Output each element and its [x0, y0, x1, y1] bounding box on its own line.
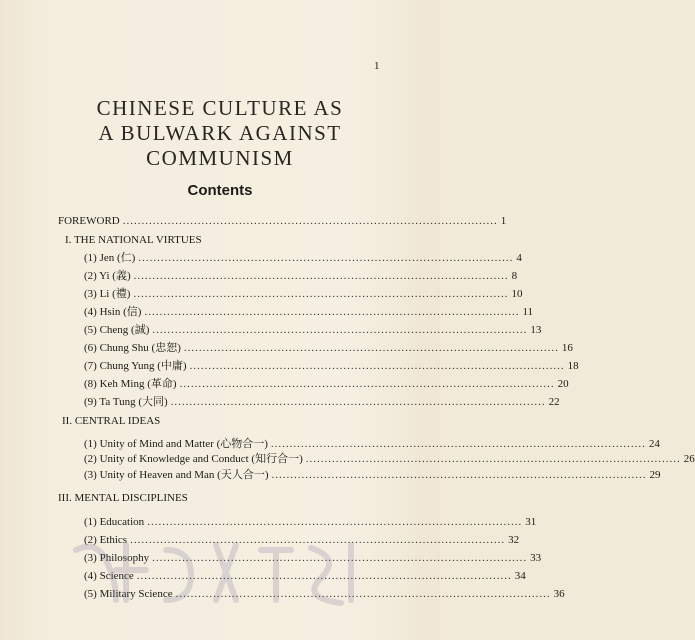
dot-leader: .................................................................................................... [138, 252, 514, 264]
dot-leader: .................................................................................................... [136, 570, 512, 582]
toc-entry-label: (2) Unity of Knowledge and Conduct (知行合一) [84, 453, 303, 465]
toc-entry [84, 452, 695, 466]
toc-entry-page: 36 [553, 588, 565, 600]
dot-leader: .................................................................................................... [305, 453, 681, 465]
toc-entry-page: 20 [557, 378, 569, 390]
dot-leader: .................................................................................................... [130, 534, 506, 546]
section-heading-mental-disciplines: III. MENTAL DISCIPLINES [58, 492, 188, 504]
title-line-1: CHINESE CULTURE AS [96, 96, 344, 120]
toc-entry [84, 251, 522, 265]
toc-entry [84, 341, 573, 355]
toc-entry [84, 468, 661, 482]
toc-entry-foreword [58, 214, 507, 228]
dot-leader: .................................................................................................... [170, 396, 546, 408]
toc-entry-label: (1) Unity of Mind and Matter (心物合一) [84, 438, 268, 450]
dot-leader: .................................................................................................... [152, 324, 528, 336]
toc-entry [84, 569, 526, 583]
toc-entry-page: 32 [508, 534, 520, 546]
section-heading-national-virtues: I. THE NATIONAL VIRTUES [65, 234, 202, 246]
dot-leader: .................................................................................................... [122, 215, 498, 227]
toc-entry-page: 26 [683, 453, 695, 465]
section-heading-central-ideas: II. CENTRAL IDEAS [62, 415, 161, 427]
toc-entry-label: (1) Education [84, 516, 145, 528]
toc-entry [84, 269, 518, 283]
toc-entry-label: (3) Li (禮) [84, 288, 131, 300]
dot-leader: .................................................................................................... [133, 288, 509, 300]
toc-entry [84, 359, 579, 373]
toc-entry-page: 1 [500, 215, 507, 227]
toc-entry-label: (5) Cheng (誠) [84, 324, 150, 336]
toc-entry-page: 33 [530, 552, 542, 564]
toc-entry-label: (4) Science [84, 570, 134, 582]
toc-entry [84, 305, 534, 319]
dot-leader: .................................................................................................... [189, 360, 565, 372]
toc-entry-label: (4) Hsin (信) [84, 306, 142, 318]
toc-entry [84, 551, 542, 565]
toc-entry-page: 34 [514, 570, 526, 582]
toc-entry-label: (1) Jen (仁) [84, 252, 136, 264]
toc-entry-label: (3) Unity of Heaven and Man (天人合一) [84, 469, 269, 481]
dot-leader: .................................................................................................... [144, 306, 520, 318]
toc-entry-label: (9) Ta Tung (大同) [84, 396, 168, 408]
toc-entry-page: 13 [530, 324, 542, 336]
toc-entry [84, 437, 660, 451]
toc-entry-label: (2) Yi (義) [84, 270, 131, 282]
toc-entry-page: 10 [511, 288, 523, 300]
title-line-2: A BULWARK AGAINST [98, 121, 342, 145]
toc-entry-page: 8 [511, 270, 518, 282]
toc-entry-label: (7) Chung Yung (中庸) [84, 360, 187, 372]
book-title [0, 96, 440, 171]
toc-entry-page: 16 [561, 342, 573, 354]
toc-entry-label: (6) Chung Shu (忠恕) [84, 342, 181, 354]
toc-entry-page: 11 [522, 306, 534, 318]
toc-entry-page: 4 [516, 252, 522, 264]
toc-entry-label: (3) Philosophy [84, 552, 150, 564]
toc-entry-page: 22 [548, 396, 560, 408]
dot-leader: .................................................................................................... [179, 378, 555, 390]
toc-entry-page: 18 [567, 360, 579, 372]
toc-entry [84, 377, 569, 391]
dot-leader: .................................................................................................... [270, 438, 646, 450]
dot-leader: .................................................................................................... [183, 342, 559, 354]
toc-entry-label: (8) Keh Ming (革命) [84, 378, 177, 390]
toc-entry [84, 395, 560, 409]
contents-heading: Contents [187, 182, 253, 199]
toc-entry-label: FOREWORD [58, 215, 120, 227]
toc-entry-label: (5) Military Science [84, 588, 173, 600]
toc-entry-page: 31 [525, 516, 537, 528]
toc-entry-label: (2) Ethics [84, 534, 128, 546]
toc-entry-page: 29 [649, 469, 661, 481]
title-line-3: COMMUNISM [146, 146, 294, 170]
toc-entry-page: 24 [648, 438, 660, 450]
dot-leader: .................................................................................................... [271, 469, 647, 481]
dot-leader: .................................................................................................... [147, 516, 523, 528]
page-number: 1 [374, 60, 380, 72]
dot-leader: .................................................................................................... [133, 270, 509, 282]
toc-entry [84, 287, 523, 301]
toc-entry [84, 515, 537, 529]
dot-leader: .................................................................................................... [152, 552, 528, 564]
dot-leader: .................................................................................................... [175, 588, 551, 600]
toc-entry [84, 323, 542, 337]
toc-entry [84, 533, 520, 547]
toc-entry [84, 587, 565, 601]
